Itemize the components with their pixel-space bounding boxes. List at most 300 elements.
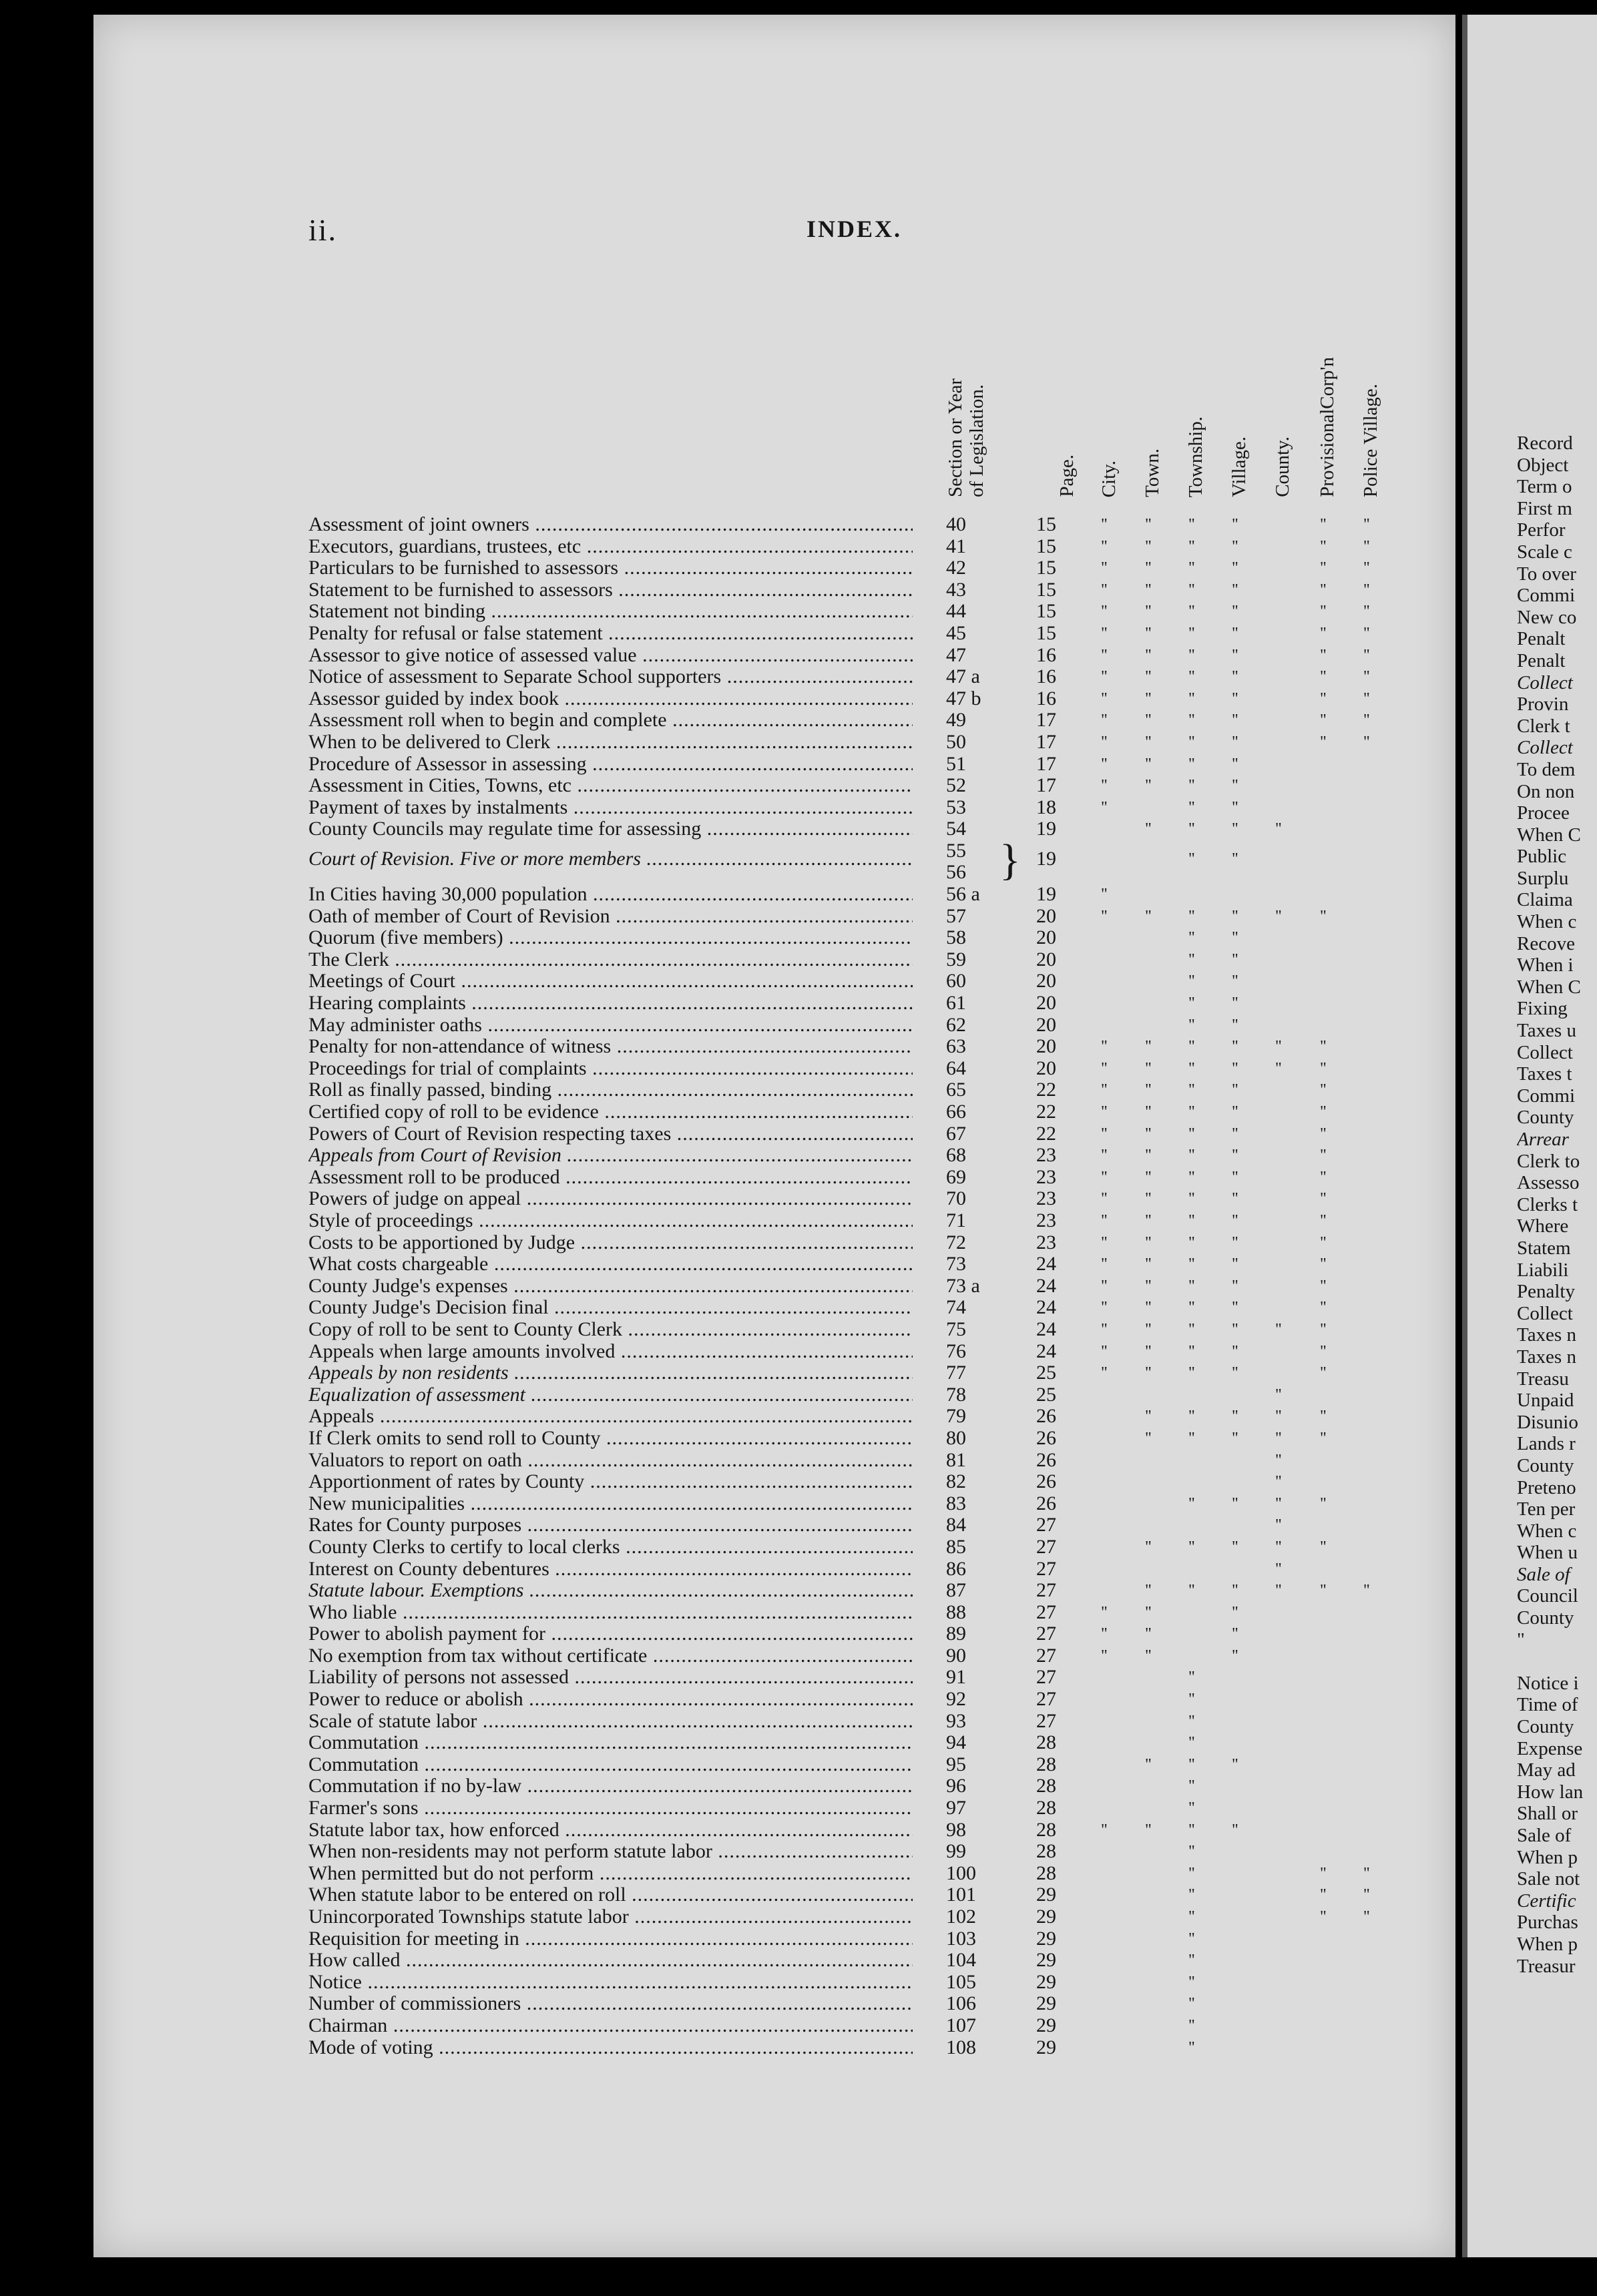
ditto-mark: " (1188, 1821, 1195, 1839)
index-entry (308, 1450, 1403, 1472)
facing-page-line: Shall or (1517, 1803, 1578, 1825)
ditto-mark: " (1188, 1669, 1195, 1687)
ditto-mark: " (1188, 907, 1195, 925)
facing-page-line: To over (1517, 563, 1576, 585)
ditto-mark: " (1188, 1755, 1195, 1773)
entry-page: 27 (1036, 1514, 1056, 1536)
entry-section: 95 (946, 1753, 966, 1775)
entry-section: 61 (946, 992, 966, 1015)
ditto-mark: " (1188, 1429, 1195, 1447)
ditto-mark: " (1145, 777, 1152, 795)
entry-page: 16 (1036, 665, 1056, 688)
ditto-mark: " (1101, 733, 1108, 751)
ditto-mark: " (1232, 1538, 1238, 1556)
ditto-mark: " (1363, 1864, 1370, 1882)
ditto-mark: " (1275, 1538, 1282, 1556)
entry-subject: Assessment roll when to begin and complete ..... (308, 709, 913, 731)
entry-subject: Statement to be furnished to assessors ..... (308, 579, 913, 601)
ditto-mark: " (1320, 1038, 1327, 1056)
entry-section: 41 (946, 535, 966, 557)
facing-page-line: Treasur (1517, 1955, 1576, 1977)
facing-page-line: First m (1517, 497, 1572, 519)
entry-page: 24 (1036, 1274, 1056, 1297)
ditto-mark: " (1320, 1081, 1327, 1099)
entry-page: 15 (1036, 557, 1056, 579)
entry-page: 20 (1036, 1013, 1056, 1036)
ditto-mark: " (1320, 907, 1327, 925)
ditto-mark: " (1188, 733, 1195, 751)
ditto-mark: " (1232, 1625, 1238, 1643)
index-entry (308, 666, 1403, 688)
entry-section: 71 (946, 1209, 966, 1231)
ditto-mark: " (1145, 711, 1152, 730)
ditto-mark: " (1188, 1886, 1195, 1904)
entry-subject: Meetings of Court ..... (308, 970, 913, 992)
index-entry (308, 1406, 1403, 1428)
entry-section: 65 (946, 1079, 966, 1101)
entry-subject: Assessor to give notice of assessed value ..... (308, 645, 913, 666)
ditto-mark: " (1320, 711, 1327, 730)
ditto-mark: " (1101, 646, 1108, 664)
index-entry (308, 1188, 1403, 1210)
ditto-mark: " (1188, 1277, 1195, 1295)
entry-section: 50 (946, 730, 966, 753)
entry-subject: Chairman ..... (308, 2015, 913, 2036)
index-entry (308, 1079, 1403, 1101)
entry-page: 26 (1036, 1448, 1056, 1471)
ditto-mark: " (1320, 581, 1327, 599)
entry-subject: Statute labour. Exemptions ..... (308, 1580, 913, 1601)
ditto-mark: " (1145, 1320, 1152, 1338)
ditto-mark: " (1188, 1973, 1195, 1991)
index-entry (308, 1232, 1403, 1254)
entry-page: 27 (1036, 1666, 1056, 1689)
entry-page: 29 (1036, 1927, 1056, 1950)
facing-page-line: Commi (1517, 1085, 1576, 1107)
ditto-mark: " (1188, 1843, 1195, 1861)
entry-subject: Commutation if no by-law ..... (308, 1775, 913, 1797)
entry-subject: Statement not binding ..... (308, 601, 913, 622)
entry-subject: Appeals by non residents ..... (308, 1362, 913, 1384)
index-entry (308, 557, 1403, 579)
entry-section: 94 (946, 1731, 966, 1754)
ditto-mark: " (1145, 1364, 1152, 1382)
entry-section: 98 (946, 1818, 966, 1841)
entry-section: 96 (946, 1775, 966, 1797)
ditto-mark: " (1232, 1125, 1238, 1143)
facing-page-line: Scale c (1517, 541, 1572, 563)
ditto-mark: " (1232, 624, 1238, 642)
entry-section: 69 (946, 1165, 966, 1188)
index-entry (308, 1950, 1403, 1972)
entry-section: 42 (946, 557, 966, 579)
ditto-mark: " (1232, 1494, 1238, 1512)
facing-page-line: Perfor (1517, 519, 1566, 541)
entry-page: 15 (1036, 600, 1056, 623)
entry-section: 40 (946, 513, 966, 535)
ditto-mark: " (1188, 798, 1195, 816)
ditto-mark: " (1188, 624, 1195, 642)
ditto-mark: " (1275, 1408, 1282, 1426)
entry-section: 62 (946, 1013, 966, 1036)
entry-page: 26 (1036, 1426, 1056, 1449)
ditto-mark: " (1145, 537, 1152, 555)
entry-section: 100 (946, 1861, 976, 1884)
ditto-mark: " (1188, 1342, 1195, 1360)
ditto-mark: " (1145, 1821, 1152, 1839)
index-entry (308, 797, 1403, 819)
ditto-mark: " (1101, 1603, 1108, 1621)
entry-page: 27 (1036, 1601, 1056, 1623)
entry-subject: Mode of voting ..... (308, 2037, 913, 2058)
facing-page-line: Time of (1517, 1694, 1578, 1716)
index-entry (308, 1972, 1403, 1994)
entry-section: 66 (946, 1101, 966, 1123)
ditto-mark: " (1275, 1473, 1282, 1491)
entry-subject: Commutation ..... (308, 1732, 913, 1753)
ditto-mark: " (1232, 1147, 1238, 1165)
index-entry (308, 818, 1403, 840)
entry-subject: Power to abolish payment for ..... (308, 1623, 913, 1645)
ditto-mark: " (1188, 1908, 1195, 1926)
ditto-mark: " (1101, 537, 1108, 555)
ditto-mark: " (1101, 1320, 1108, 1338)
index-entry (308, 1319, 1403, 1341)
ditto-mark: " (1145, 1647, 1152, 1665)
ditto-mark: " (1101, 1103, 1108, 1121)
entry-page: 15 (1036, 578, 1056, 601)
ditto-mark: " (1232, 646, 1238, 664)
facing-page-line: Treasu (1517, 1368, 1569, 1390)
facing-page-line: When c (1517, 911, 1577, 933)
ditto-mark: " (1188, 1125, 1195, 1143)
ditto-mark: " (1145, 603, 1152, 621)
facing-page-line: County (1517, 1607, 1574, 1629)
ditto-mark: " (1363, 646, 1370, 664)
column-header-town: Town. (1142, 449, 1163, 497)
index-entry (308, 732, 1403, 754)
facing-page-line: Sale not (1517, 1868, 1580, 1890)
ditto-mark: " (1232, 689, 1238, 707)
entry-subject: Interest on County debentures ..... (308, 1558, 913, 1580)
ditto-mark: " (1188, 820, 1195, 838)
ditto-mark: " (1101, 1277, 1108, 1295)
ditto-mark: " (1101, 798, 1108, 816)
entry-page: 28 (1036, 1797, 1056, 1819)
index-entry (308, 1732, 1403, 1754)
entry-page: 19 (1036, 818, 1056, 840)
ditto-mark: " (1101, 1821, 1108, 1839)
entry-section: 53 (946, 796, 966, 818)
ditto-mark: " (1145, 733, 1152, 751)
ditto-mark: " (1320, 1277, 1327, 1295)
entry-subject: The Clerk ..... (308, 949, 913, 970)
entry-subject: In Cities having 30,000 population ..... (308, 884, 913, 905)
entry-section: 67 (946, 1122, 966, 1145)
ditto-mark: " (1188, 1038, 1195, 1056)
ditto-mark: " (1101, 581, 1108, 599)
entry-page: 27 (1036, 1644, 1056, 1667)
ditto-mark: " (1101, 886, 1108, 904)
index-entry (308, 1275, 1403, 1298)
ditto-mark: " (1320, 1908, 1327, 1926)
entry-page: 20 (1036, 948, 1056, 970)
index-entry (308, 1036, 1403, 1058)
ditto-mark: " (1188, 1777, 1195, 1795)
entry-subject: Appeals when large amounts involved ..... (308, 1341, 913, 1362)
facing-page-line: Council (1517, 1585, 1578, 1607)
entry-page: 28 (1036, 1818, 1056, 1841)
index-entry (308, 1145, 1403, 1167)
entry-page: 24 (1036, 1296, 1056, 1319)
column-header-township: Township. (1185, 416, 1206, 497)
ditto-mark: " (1145, 516, 1152, 533)
facing-page-line: Collect (1517, 671, 1573, 693)
entry-section: 99 (946, 1840, 966, 1863)
ditto-mark: " (1101, 668, 1108, 686)
index-entry (308, 688, 1403, 710)
ditto-mark: " (1232, 1190, 1238, 1208)
entry-subject: Equalization of assessment ..... (308, 1384, 913, 1406)
ditto-mark: " (1188, 1864, 1195, 1882)
index-entry (308, 1775, 1403, 1797)
entry-page: 27 (1036, 1623, 1056, 1645)
entry-page: 20 (1036, 992, 1056, 1015)
entry-section: 82 (946, 1470, 966, 1493)
ditto-mark: " (1145, 1755, 1152, 1773)
ditto-mark: " (1363, 689, 1370, 707)
ditto-mark: " (1101, 603, 1108, 621)
ditto-mark: " (1320, 646, 1327, 664)
entry-section: 105 (946, 1970, 976, 1993)
ditto-mark: " (1232, 1016, 1238, 1034)
ditto-mark: " (1320, 1429, 1327, 1447)
ditto-mark: " (1188, 2016, 1195, 2034)
ditto-mark: " (1363, 1582, 1370, 1600)
ditto-mark: " (1145, 581, 1152, 599)
ditto-mark: " (1363, 1886, 1370, 1904)
entry-subject: Powers of Court of Revision respecting taxes ..... (308, 1123, 913, 1145)
entry-section: 80 (946, 1426, 966, 1449)
ditto-mark: " (1363, 537, 1370, 555)
entry-subject: Notice ..... (308, 1972, 913, 1993)
ditto-mark: " (1188, 1212, 1195, 1229)
ditto-mark: " (1188, 755, 1195, 773)
entry-page: 28 (1036, 1775, 1056, 1797)
ditto-mark: " (1188, 1799, 1195, 1817)
ditto-mark: " (1101, 1647, 1108, 1665)
index-entry (308, 1514, 1403, 1536)
entry-subject: Assessment roll to be produced ..... (308, 1167, 913, 1188)
entry-page: 20 (1036, 1057, 1056, 1079)
ditto-mark: " (1101, 516, 1108, 533)
entry-subject: Penalty for non-attendance of witness ..... (308, 1036, 913, 1057)
ditto-mark: " (1145, 646, 1152, 664)
ditto-mark: " (1145, 624, 1152, 642)
facing-page-line: Provin (1517, 693, 1569, 715)
facing-page-line: Preteno (1517, 1476, 1576, 1498)
ditto-mark: " (1145, 1212, 1152, 1229)
ditto-mark: " (1188, 1255, 1195, 1273)
index-entry (308, 1623, 1403, 1645)
facing-page-line: Lands r (1517, 1433, 1576, 1455)
entry-page: 26 (1036, 1470, 1056, 1493)
ditto-mark: " (1101, 624, 1108, 642)
entry-section: 63 (946, 1035, 966, 1058)
entry-subject: Payment of taxes by instalments ..... (308, 797, 913, 818)
ditto-mark: " (1188, 950, 1195, 968)
facing-page-line: Taxes t (1517, 1063, 1572, 1085)
ditto-mark: " (1232, 1299, 1238, 1317)
entry-page: 25 (1036, 1383, 1056, 1406)
ditto-mark: " (1188, 929, 1195, 947)
ditto-mark: " (1275, 1320, 1282, 1338)
ditto-mark: " (1188, 646, 1195, 664)
column-header-county: County. (1272, 437, 1293, 497)
ditto-mark: " (1232, 1364, 1238, 1382)
ditto-mark: " (1145, 1103, 1152, 1121)
ditto-mark: " (1232, 581, 1238, 599)
entry-page: 15 (1036, 513, 1056, 535)
ditto-mark: " (1320, 1147, 1327, 1165)
entry-subject: Valuators to report on oath ..... (308, 1450, 913, 1471)
entry-section: 55 56 (946, 839, 966, 883)
entry-subject: When permitted but do not perform ..... (308, 1863, 913, 1884)
entry-section: 72 (946, 1231, 966, 1253)
facing-page-line: Collect (1517, 1041, 1573, 1063)
index-entry (308, 1210, 1403, 1232)
index-entry (308, 1884, 1403, 1906)
entry-section: 51 (946, 752, 966, 775)
entry-page: 20 (1036, 970, 1056, 992)
facing-page-line: When C (1517, 824, 1581, 846)
entry-section: 106 (946, 1992, 976, 2015)
index-entry (308, 775, 1403, 797)
index-entry (308, 1058, 1403, 1080)
facing-page-line: Clerks t (1517, 1193, 1578, 1215)
entry-subject: Oath of member of Court of Revision ..... (308, 906, 913, 927)
entry-subject: When to be delivered to Clerk ..... (308, 732, 913, 753)
ditto-mark: " (1188, 1016, 1195, 1034)
entry-section: 102 (946, 1906, 976, 1928)
column-header-section: Section or Year of Legislation. (945, 378, 987, 497)
entry-subject: Power to reduce or abolish ..... (308, 1689, 913, 1710)
ditto-mark: " (1101, 1255, 1108, 1273)
ditto-mark: " (1232, 711, 1238, 730)
ditto-mark: " (1188, 972, 1195, 990)
index-entry (308, 906, 1403, 928)
ditto-mark: " (1101, 1147, 1108, 1165)
ditto-mark: " (1320, 1168, 1327, 1186)
entry-subject: Certified copy of roll to be evidence ..... (308, 1101, 913, 1123)
facing-page-fragments (1517, 433, 1597, 1977)
ditto-mark: " (1320, 603, 1327, 621)
entry-subject: When statute labor to be entered on roll ..... (308, 1884, 913, 1906)
entry-subject: No exemption from tax without certificate ..... (308, 1645, 913, 1667)
entry-page: 23 (1036, 1187, 1056, 1210)
ditto-mark: " (1320, 1864, 1327, 1882)
entry-section: 86 (946, 1557, 966, 1580)
entry-page: 27 (1036, 1709, 1056, 1732)
facing-page-line: Record (1517, 433, 1573, 454)
entry-page: 22 (1036, 1079, 1056, 1101)
ditto-mark: " (1101, 1081, 1108, 1099)
facing-page-line: Term o (1517, 476, 1572, 498)
index-entry (308, 1993, 1403, 2015)
ditto-mark: " (1363, 1908, 1370, 1926)
index-entry (308, 2037, 1403, 2059)
entry-page: 18 (1036, 796, 1056, 818)
ditto-mark: " (1188, 1582, 1195, 1600)
ditto-mark: " (1101, 711, 1108, 730)
ditto-mark: " (1145, 1582, 1152, 1600)
index-entry (308, 709, 1403, 732)
ditto-mark: " (1101, 1125, 1108, 1143)
index-entry (308, 623, 1403, 645)
entry-subject: Hearing complaints ..... (308, 992, 913, 1014)
entry-page: 24 (1036, 1253, 1056, 1275)
ditto-mark: " (1145, 559, 1152, 577)
ditto-mark: " (1232, 1038, 1238, 1056)
ditto-mark: " (1363, 516, 1370, 533)
entry-subject: Liability of persons not assessed ..... (308, 1667, 913, 1688)
facing-page-line: Clerk to (1517, 1150, 1580, 1172)
entry-section: 90 (946, 1644, 966, 1667)
ditto-mark: " (1145, 1299, 1152, 1317)
ditto-mark: " (1363, 711, 1370, 730)
ditto-mark: " (1188, 2038, 1195, 2056)
ditto-mark: " (1232, 1821, 1238, 1839)
ditto-mark: " (1363, 559, 1370, 577)
ditto-mark: " (1101, 1364, 1108, 1382)
entry-page: 26 (1036, 1492, 1056, 1514)
facing-page-line: Fixing (1517, 998, 1568, 1020)
facing-page-line: Procee (1517, 802, 1570, 824)
facing-page-line: Collect (1517, 1302, 1573, 1324)
ditto-mark: " (1232, 907, 1238, 925)
ditto-mark: " (1188, 668, 1195, 686)
entry-page: 28 (1036, 1753, 1056, 1775)
entry-section: 58 (946, 926, 966, 949)
index-entry (308, 1841, 1403, 1863)
facing-page-line: Unpaid (1517, 1390, 1574, 1412)
ditto-mark: " (1188, 994, 1195, 1013)
entry-subject: Style of proceedings ..... (308, 1210, 913, 1231)
entry-subject: Proceedings for trial of complaints ..... (308, 1058, 913, 1079)
facing-page-line: County (1517, 1107, 1574, 1129)
entry-subject: County Judge's expenses ..... (308, 1275, 913, 1297)
entry-subject: Number of commissioners ..... (308, 1993, 913, 2014)
entry-section: 70 (946, 1187, 966, 1210)
ditto-mark: " (1145, 1059, 1152, 1077)
entry-page: 23 (1036, 1144, 1056, 1167)
index-entry (308, 1667, 1403, 1689)
index-entry (308, 927, 1403, 949)
entry-section: 73 a (946, 1274, 980, 1297)
index-entry (308, 1167, 1403, 1189)
entry-subject: What costs chargeable ..... (308, 1253, 913, 1275)
entry-section: 54 (946, 818, 966, 840)
facing-page-line: On non (1517, 780, 1575, 802)
column-header-provisional-corp: ProvisionalCorp'n (1317, 357, 1338, 497)
facing-page-line: When p (1517, 1933, 1578, 1955)
ditto-mark: " (1145, 1168, 1152, 1186)
entry-section: 64 (946, 1057, 966, 1079)
facing-page-line: When C (1517, 976, 1581, 998)
entry-section: 74 (946, 1296, 966, 1319)
ditto-mark: " (1320, 516, 1327, 533)
index-entry (308, 1015, 1403, 1037)
